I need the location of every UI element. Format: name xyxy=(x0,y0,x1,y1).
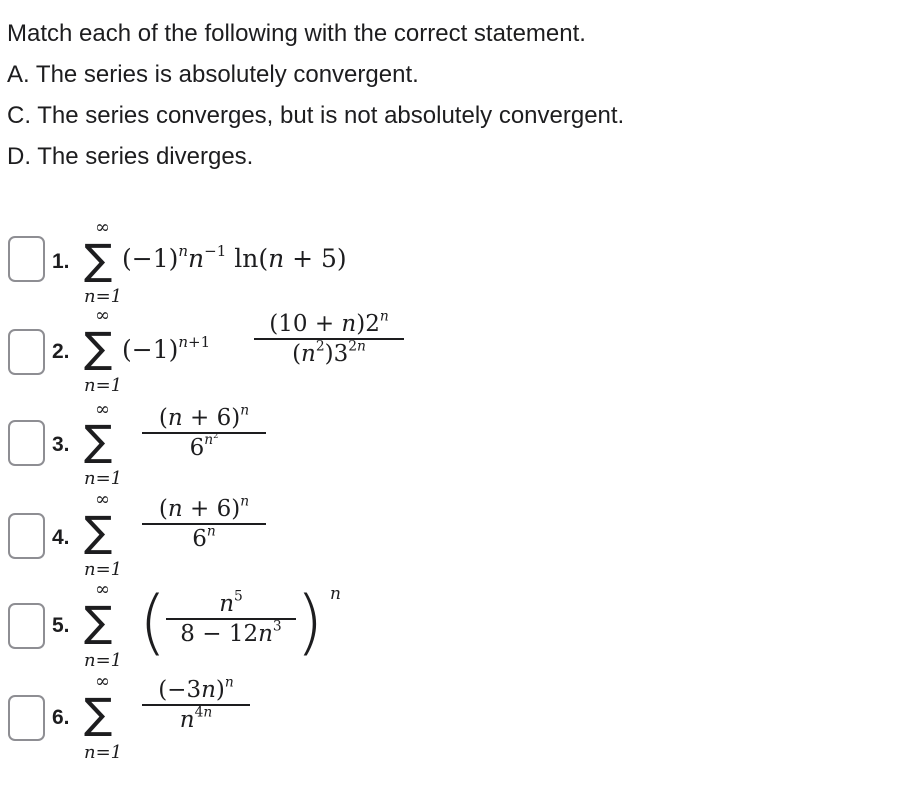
sum-lower-limit-4: n=1 xyxy=(84,559,123,580)
right-paren-5: ) xyxy=(296,581,324,663)
answer-checkbox-6[interactable] xyxy=(8,695,45,741)
sum-lower-limit-3: n=1 xyxy=(84,468,123,489)
sigma-symbol-6: ∑ xyxy=(84,689,113,738)
option-d-text: D. The series diverges. xyxy=(7,143,254,170)
item-number-2: 2. xyxy=(52,340,70,363)
sigma-symbol-5: ∑ xyxy=(84,597,113,646)
sum-upper-limit-5: ∞ xyxy=(95,579,110,600)
outer-exponent-5: n xyxy=(330,584,341,604)
left-paren-5: ( xyxy=(139,581,167,663)
sum-lower-limit-5: n=1 xyxy=(84,650,123,671)
answer-checkbox-1[interactable] xyxy=(8,236,45,282)
sigma-symbol-4: ∑ xyxy=(84,507,113,556)
sum-lower-limit-2: n=1 xyxy=(84,375,123,396)
series-fraction-6: $(-3n)^n$ $n^{4n}$ xyxy=(142,676,250,734)
instruction-text: Match each of the following with the correct statement. xyxy=(7,20,586,47)
series-fraction-4: $(n + 6)^n$ 6$^n$ xyxy=(142,495,266,553)
option-c-text: C. The series converges, but is not absolutely convergent. xyxy=(7,102,625,129)
answer-checkbox-5[interactable] xyxy=(8,603,45,649)
sum-upper-limit-1: ∞ xyxy=(95,217,110,238)
series-sign-2: $(-1)^{n+1}$ xyxy=(122,332,211,364)
item-number-4: 4. xyxy=(52,526,70,549)
sigma-symbol-1: ∑ xyxy=(84,235,113,284)
sum-upper-limit-2: ∞ xyxy=(95,305,110,326)
item-number-3: 3. xyxy=(52,433,70,456)
sum-upper-limit-4: ∞ xyxy=(95,489,110,510)
sum-upper-limit-6: ∞ xyxy=(95,671,110,692)
sum-upper-limit-3: ∞ xyxy=(95,399,110,420)
sigma-symbol-3: ∑ xyxy=(84,416,113,465)
series-fraction-3: $(n + 6)^n$ $6^{n^2}$ xyxy=(142,404,266,462)
series-term-1: $(-1)^nn^{-1}$ ln(n + 5) xyxy=(122,241,347,273)
sum-lower-limit-6: n=1 xyxy=(84,742,123,763)
answer-checkbox-2[interactable] xyxy=(8,329,45,375)
item-number-6: 6. xyxy=(52,706,70,729)
sigma-symbol-2: ∑ xyxy=(84,323,113,372)
answer-checkbox-3[interactable] xyxy=(8,420,45,466)
answer-checkbox-4[interactable] xyxy=(8,513,45,559)
series-fraction-2: $(10 + n)2^n$ $(n^2)3^{2n}$ xyxy=(254,310,404,368)
item-number-5: 5. xyxy=(52,614,70,637)
option-a-text: A. The series is absolutely convergent. xyxy=(7,61,419,88)
sum-lower-limit-1: n=1 xyxy=(84,286,123,307)
item-number-1: 1. xyxy=(52,250,70,273)
series-fraction-5: $n^5$ $8 - 12n^3$ xyxy=(166,590,296,648)
